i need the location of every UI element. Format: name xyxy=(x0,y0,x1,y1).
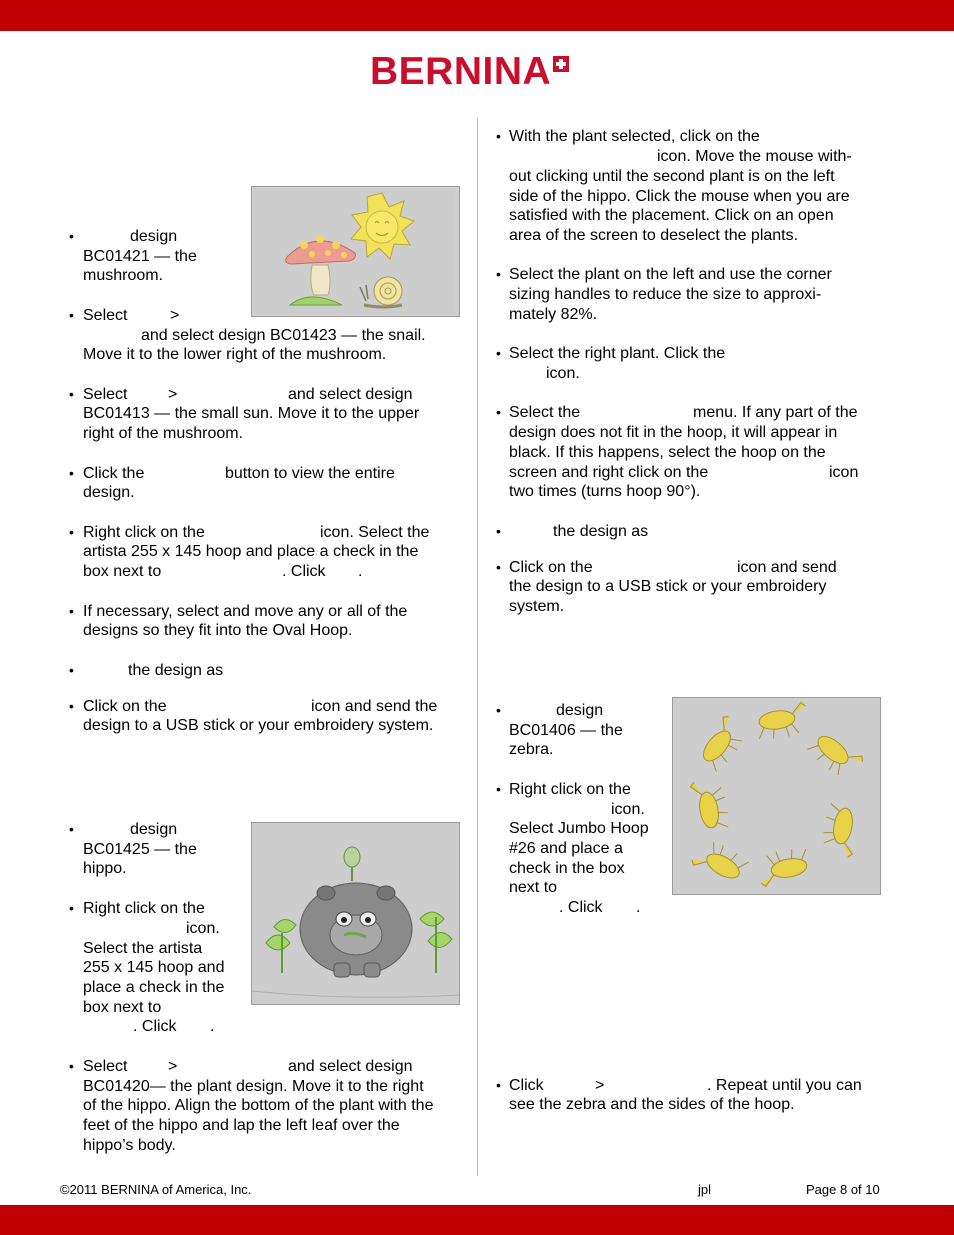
step-text: next to xyxy=(509,879,558,896)
step-text: design to a USB stick or your embroidery system. xyxy=(83,717,434,734)
footer-page-number: Page 8 of 10 xyxy=(806,1182,880,1197)
step-text: Click the xyxy=(83,465,145,482)
bullet: • xyxy=(69,821,74,837)
step-text: icon xyxy=(829,464,859,481)
step-text: side of the hippo. Click the mouse when you are xyxy=(509,188,850,205)
step-text: out clicking until the second plant is on the left xyxy=(509,168,835,185)
bullet: • xyxy=(69,307,74,323)
step-text: Select the plant on the left and use the corner xyxy=(509,266,832,283)
step-text: . Click xyxy=(559,899,603,916)
step-text: Right click on the xyxy=(83,900,205,917)
bullet: • xyxy=(69,698,74,714)
bullet: • xyxy=(496,702,501,718)
step-text: 255 x 145 hoop and xyxy=(83,959,225,976)
bullet: • xyxy=(69,900,74,916)
step-text: place a check in the xyxy=(83,979,225,996)
step-text: mately 82%. xyxy=(509,306,598,323)
step-text: icon and send xyxy=(737,559,837,576)
step-text: . Repeat until you can xyxy=(707,1077,862,1094)
hippo-design-image xyxy=(251,822,460,1005)
step-text: icon. Move the mouse with- xyxy=(657,148,852,165)
step-text: BC01406 — the xyxy=(509,722,623,739)
step-text: > xyxy=(168,1058,178,1075)
step-text: > xyxy=(595,1077,605,1094)
step-text: and select design BC01423 — the snail. xyxy=(141,327,426,344)
step-text: . Click xyxy=(282,563,326,580)
step-text: Select xyxy=(83,386,128,403)
step-text: design xyxy=(130,228,178,245)
footer-initials: jpl xyxy=(698,1182,712,1197)
bullet: • xyxy=(496,128,501,144)
step-text: > xyxy=(170,307,180,324)
bullet: • xyxy=(496,266,501,282)
step-text: see the zebra and the sides of the hoop. xyxy=(509,1096,795,1113)
step-text: design does not fit in the hoop, it will appear in xyxy=(509,424,838,441)
step-text: hippo’s body. xyxy=(83,1137,176,1154)
step-text: the design as xyxy=(553,523,649,540)
step-text: button to view the entire xyxy=(225,465,395,482)
step-text: icon. Select the xyxy=(320,524,430,541)
step-text: #26 and place a xyxy=(509,840,623,857)
step-text: artista 255 x 145 hoop and place a check in the xyxy=(83,543,419,560)
logo-plus-icon xyxy=(553,56,569,72)
bullet: • xyxy=(69,386,74,402)
bullet: • xyxy=(69,524,74,540)
zebra-design-image xyxy=(672,697,881,895)
step-text: menu. If any part of the xyxy=(693,404,858,421)
step-text: Select the xyxy=(509,404,581,421)
step-text: design. xyxy=(83,484,135,501)
step-text: . xyxy=(358,563,363,580)
bullet: • xyxy=(69,1058,74,1074)
step-text: mushroom. xyxy=(83,267,164,284)
bullet: • xyxy=(496,559,501,575)
step-text: area of the screen to deselect the plants. xyxy=(509,227,799,244)
step-text: > xyxy=(168,386,178,403)
step-text: . xyxy=(636,899,641,916)
logo-wordmark: BERNINA xyxy=(370,50,552,93)
bullet: • xyxy=(496,404,501,420)
step-text: Select the artista xyxy=(83,940,203,957)
step-text: Select Jumbo Hoop xyxy=(509,820,649,837)
bottom-red-bar xyxy=(0,1205,954,1235)
step-text: black. If this happens, select the hoop on the xyxy=(509,444,826,461)
bullet: • xyxy=(69,662,74,678)
step-text: and select design xyxy=(288,1058,413,1075)
bernina-logo xyxy=(370,52,569,92)
bullet: • xyxy=(69,465,74,481)
step-text: zebra. xyxy=(509,741,554,758)
step-text: Select the right plant. Click the xyxy=(509,345,726,362)
step-text: icon. xyxy=(546,365,580,382)
step-text: design xyxy=(130,821,178,838)
bullet: • xyxy=(69,603,74,619)
step-text: icon. xyxy=(611,801,645,818)
step-text: With the plant selected, click on the xyxy=(509,128,760,145)
bullet: • xyxy=(496,523,501,539)
step-text: icon and send the xyxy=(311,698,438,715)
step-text: designs so they fit into the Oval Hoop. xyxy=(83,622,353,639)
bullet: • xyxy=(496,781,501,797)
step-text: icon. xyxy=(186,920,220,937)
step-text: If necessary, select and move any or all of the xyxy=(83,603,408,620)
step-text: design xyxy=(556,702,604,719)
step-text: right of the mushroom. xyxy=(83,425,244,442)
step-text: Select xyxy=(83,1058,128,1075)
bullet: • xyxy=(496,345,501,361)
step-text: the design to a USB stick or your embroidery xyxy=(509,578,827,595)
step-text: screen and right click on the xyxy=(509,464,709,481)
step-text: satisfied with the placement. Click on an open xyxy=(509,207,834,224)
step-text: feet of the hippo and lap the left leaf over the xyxy=(83,1117,400,1134)
step-text: two times (turns hoop 90°). xyxy=(509,483,701,500)
step-text: the design as xyxy=(128,662,224,679)
step-text: Move it to the lower right of the mushroom. xyxy=(83,346,387,363)
step-text: BC01421 — the xyxy=(83,248,197,265)
step-text: Click on the xyxy=(83,698,167,715)
step-text: BC01420— the plant design. Move it to the right xyxy=(83,1078,424,1095)
step-text: sizing handles to reduce the size to approxi- xyxy=(509,286,822,303)
step-text: Click on the xyxy=(509,559,593,576)
step-text: BC01425 — the xyxy=(83,841,197,858)
bullet: • xyxy=(496,1077,501,1093)
column-divider xyxy=(477,118,478,1176)
step-text: Select xyxy=(83,307,128,324)
step-text: check in the box xyxy=(509,860,625,877)
step-text: Click xyxy=(509,1077,544,1094)
footer-copyright: ©2011 BERNINA of America, Inc. xyxy=(60,1182,252,1197)
step-text: Right click on the xyxy=(83,524,205,541)
step-text: box next to xyxy=(83,999,162,1016)
step-text: and select design xyxy=(288,386,413,403)
step-text: Right click on the xyxy=(509,781,631,798)
step-text: box next to xyxy=(83,563,162,580)
step-text: system. xyxy=(509,598,565,615)
step-text: BC01413 — the small sun. Move it to the upper xyxy=(83,405,420,422)
step-text: of the hippo. Align the bottom of the plant with the xyxy=(83,1097,434,1114)
bullet: • xyxy=(69,228,74,244)
step-text: . Click xyxy=(133,1018,177,1035)
step-text: hippo. xyxy=(83,860,127,877)
top-red-bar xyxy=(0,0,954,31)
mushroom-design-image xyxy=(251,186,460,317)
step-text: . xyxy=(210,1018,215,1035)
